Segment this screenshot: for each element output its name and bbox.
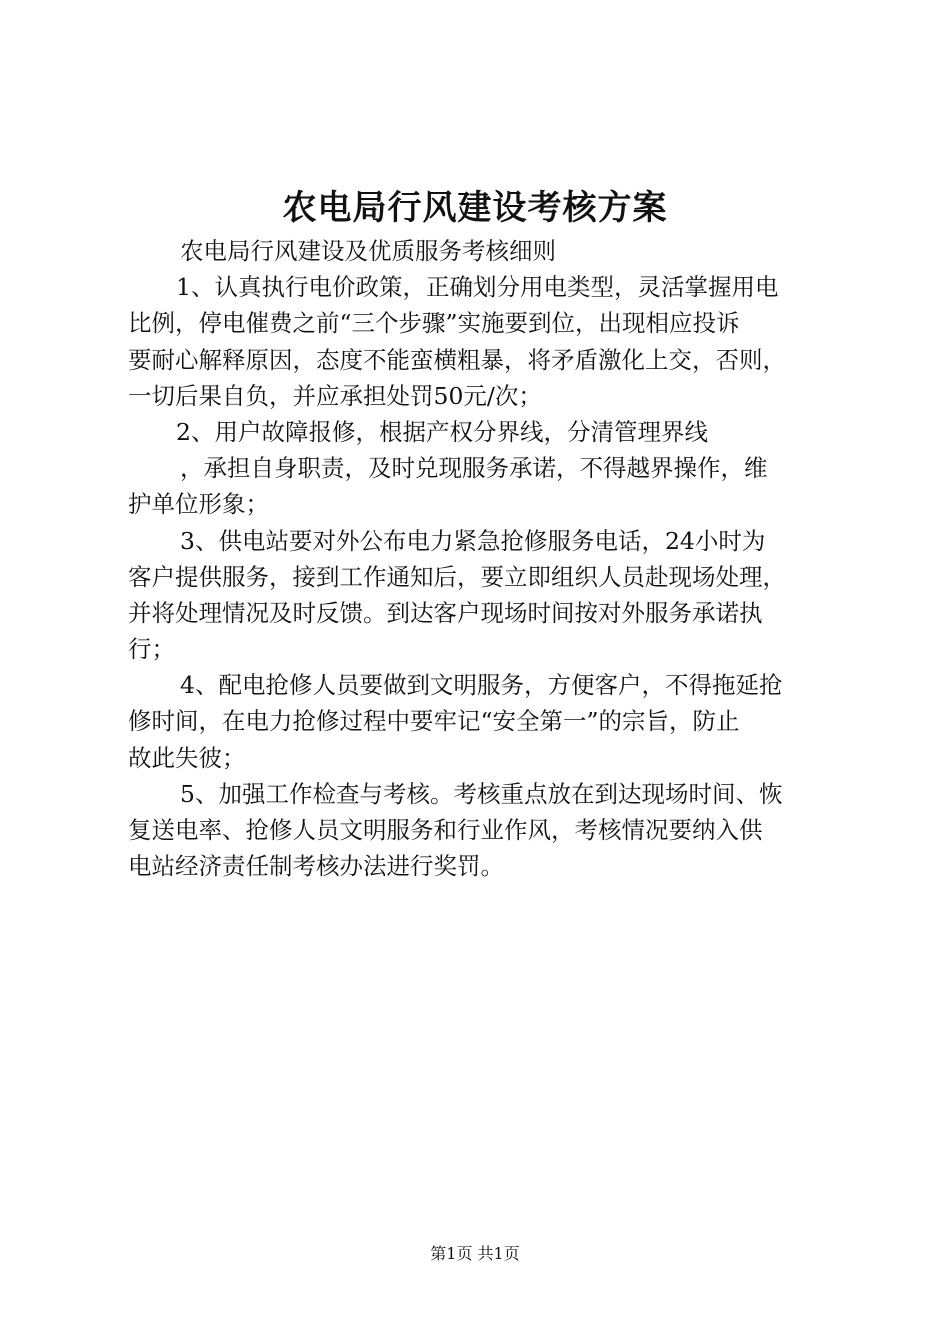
item-4-line-2: 修时间，在电力抢修过程中要牢记“安全第一”的宗旨，防止 [128, 707, 740, 736]
item-3-line-3: 并将处理情况及时反馈。到达客户现场时间按对外服务承诺执 [128, 598, 763, 627]
item-4-line-1: 4、配电抢修人员要做到文明服务，方便客户，不得拖延抢 [180, 671, 783, 700]
item-1-line-4: 一切后果自负，并应承担处罚50元/次； [128, 381, 542, 410]
item-2-line-2: ，承担自身职责，及时兑现服务承诺，不得越界操作，维 [180, 454, 768, 483]
item-2-line-3: 护单位形象； [128, 490, 269, 519]
subtitle-line: 农电局行风建设及优质服务考核细则 [180, 237, 556, 265]
document-body [128, 233, 834, 884]
item-4-line-3: 故此失彼； [128, 743, 246, 772]
item-1-line-1: 1、认真执行电价政策，正确划分用电类型，灵活掌握用电 [176, 273, 779, 302]
page-footer: 第1页 共1页 [430, 1244, 520, 1263]
item-1-line-3: 要耐心解释原因，态度不能蛮横粗暴，将矛盾激化上交，否则， [128, 345, 786, 374]
item-2-line-1: 2、用户故障报修，根据产权分界线，分清管理界线 [176, 417, 708, 446]
item-3-line-1: 3、供电站要对外公布电力紧急抢修服务电话，24小时为 [180, 526, 766, 555]
item-5-line-1: 5、加强工作检查与考核。考核重点放在到达现场时间、恢 [180, 779, 783, 808]
item-3-line-4: 行； [128, 635, 175, 664]
item-1-line-2: 比例，停电催费之前“三个步骤”实施要到位，出现相应投诉 [128, 309, 740, 338]
item-5-line-3: 电站经济责任制考核办法进行奖罚。 [128, 852, 504, 881]
item-3-line-2: 客户提供服务，接到工作通知后，要立即组织人员赴现场处理， [128, 562, 786, 591]
item-5-line-2: 复送电率、抢修人员文明服务和行业作风，考核情况要纳入供 [128, 816, 763, 844]
document-title: 农电局行风建设考核方案 [282, 188, 668, 228]
